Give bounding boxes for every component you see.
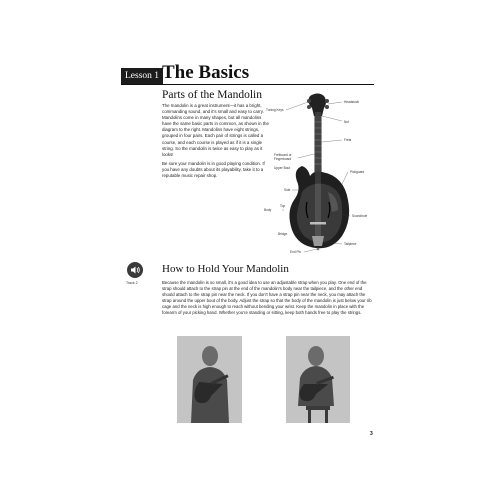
- photo-seated-player: [286, 336, 350, 423]
- label-pickguard: Pickguard: [350, 170, 365, 174]
- top-shape: [297, 184, 342, 243]
- mandolin-illustration: [258, 92, 378, 260]
- speaker-icon: [127, 262, 143, 278]
- label-top: Top: [280, 204, 286, 208]
- parts-section-title: Parts of the Mandolin: [162, 89, 262, 101]
- tuning-key-shape: [325, 99, 329, 103]
- label-soundhole: Soundhole: [352, 214, 368, 218]
- lesson-label: Lesson 1: [121, 68, 163, 84]
- photo-standing-player: [177, 336, 242, 423]
- label-tuning-keys: Tuning Keys: [266, 108, 284, 112]
- header-rule: [121, 84, 374, 85]
- intro-paragraph-1: The mandolin is a great instrument—it has a bright, commanding sound, and it's small and easy to carry. Mandolins come in many shapes, but all mandolins have the same basic parts in common, as shown in the diagram to the right. Mandolins have eight strings, grouped in four pairs. Each pair of strings is called a course, and each course is played as if it is a single string. So the mandolin is twice as easy to play as it looks!: [162, 103, 269, 157]
- label-side: Side: [284, 188, 291, 192]
- tuning-key-shape: [307, 105, 311, 109]
- end-pin-shape: [317, 248, 320, 251]
- label-bridge: Bridge: [278, 232, 288, 236]
- tailpiece-shape: [312, 236, 324, 246]
- intro-paragraph-2: Be sure your mandolin is in good playing condition. If you have any doubts about its playability, take it to a reputable music repair shop.: [162, 160, 265, 179]
- page-number: 3: [370, 431, 373, 437]
- label-fretboard: Fretboard or Fingerboard: [274, 153, 292, 161]
- tuning-key-shape: [325, 105, 329, 109]
- label-body: Body: [264, 208, 272, 212]
- hold-section-title: How to Hold Your Mandolin: [162, 263, 289, 275]
- label-tailpiece: Tailpiece: [344, 242, 357, 246]
- hold-section-text: Because the mandolin is so small, it's a good idea to use an adjustable strap when you play. One end of the strap should attach to the strap pin at the end of the mandolin's body near the tailpiece, and the other end should attach to the strap pin near the neck. If you don't have a strap pin near the neck, you may attach the strap around the upper bout of the body. Adjust the strap so that the body of the mandolin is just below your rib cage and the neck is high enough to reach without bending your wrist. Keep the mandolin in place with the forearm of your picking hand. Whether you're standing or sitting, keep both hands free to play the strings.: [162, 280, 372, 316]
- lesson-title: The Basics: [162, 62, 250, 83]
- label-nut: Nut: [344, 120, 349, 124]
- label-headstock: Headstock: [344, 100, 360, 104]
- mandolin-diagram: [258, 92, 378, 260]
- track-label: Track 2: [126, 281, 138, 285]
- audio-track-icon[interactable]: [127, 262, 143, 278]
- label-end-pin: End Pin: [290, 250, 302, 254]
- tuning-key-shape: [307, 99, 311, 103]
- headstock-shape: [308, 94, 326, 117]
- label-upper-bout: Upper Bout: [274, 166, 291, 170]
- parts-intro: [162, 103, 269, 182]
- label-frets: Frets: [344, 138, 352, 142]
